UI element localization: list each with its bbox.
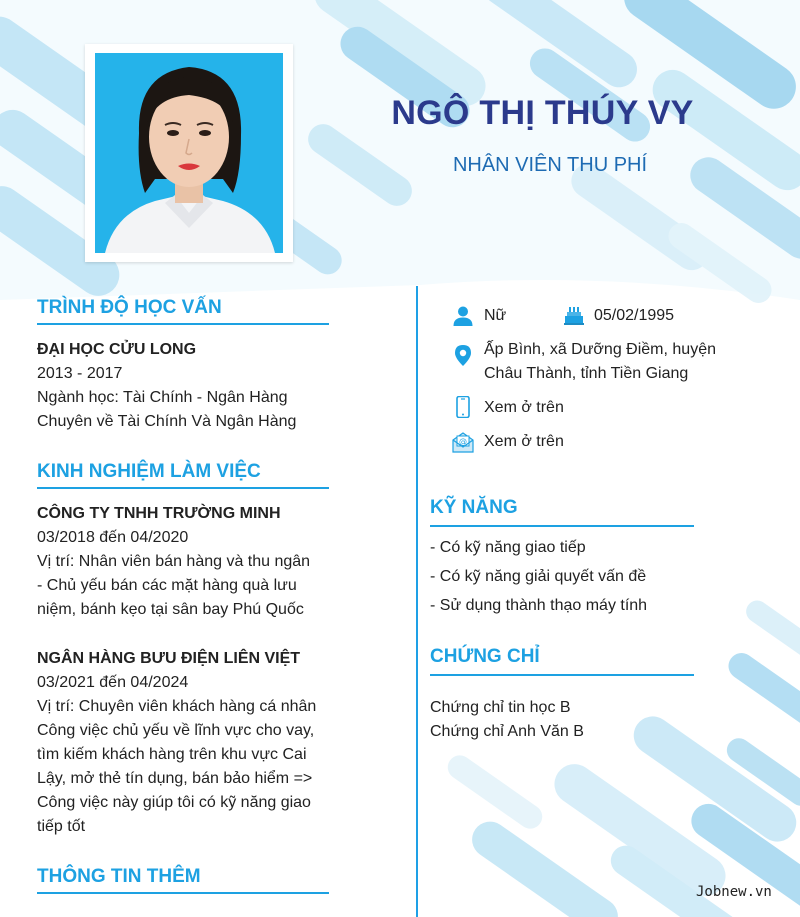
contact-gender: Nữ (484, 307, 507, 324)
cake-icon (563, 304, 585, 326)
contact-phone: Xem ở trên (484, 399, 564, 416)
section-title-extra-info: THÔNG TIN THÊM (37, 866, 201, 887)
svg-text:@: @ (459, 437, 467, 446)
education-specialization: Chuyên về Tài Chính Và Ngân Hàng (37, 413, 297, 430)
profile-photo (95, 53, 283, 253)
job-description-line: Vị trí: Chuyên viên khách hàng cá nhân (37, 698, 317, 715)
section-title-skills: KỸ NĂNG (430, 497, 518, 518)
column-divider (416, 286, 418, 917)
contact-birthday: 05/02/1995 (594, 307, 675, 324)
email-icon (452, 431, 474, 453)
phone-icon (452, 396, 474, 418)
location-pin-icon (452, 344, 474, 366)
job-description-line: tìm kiếm khách hàng trên khu vực Cai (37, 746, 307, 763)
candidate-job-title: NHÂN VIÊN THU PHÍ (452, 154, 648, 176)
contact-address-line1: Ấp Bình, xã Dưỡng Điềm, huyện (484, 341, 716, 358)
job-description-line: Vị trí: Nhân viên bán hàng và thu ngân (37, 553, 311, 570)
job-description-line: Lậy, mở thẻ tín dụng, bán bảo hiểm => (37, 770, 313, 787)
section-title-experience: KINH NGHIỆM LÀM VIỆC (37, 461, 261, 482)
section-underline-certificates (430, 674, 694, 676)
education-major: Ngành học: Tài Chính - Ngân Hàng (37, 389, 288, 406)
job-description-line: Công việc chủ yếu về lĩnh vực cho vay, (37, 722, 315, 739)
job-period: 03/2021 đến 04/2024 (37, 674, 189, 691)
job-description-line: - Chủ yếu bán các mặt hàng quà lưu (37, 577, 297, 594)
profile-portrait-illustration (95, 53, 283, 253)
section-underline-experience (37, 487, 329, 489)
candidate-name: NGÔ THỊ THÚY VY (391, 94, 694, 132)
job-description-line: niệm, bánh kẹo tại sân bay Phú Quốc (37, 601, 304, 618)
skill-item: - Có kỹ năng giải quyết vấn đề (430, 568, 647, 585)
job-description-line: Công việc này giúp tôi có kỹ năng giao (37, 794, 311, 811)
section-title-certificates: CHỨNG CHỈ (430, 646, 540, 667)
section-underline-extra-info (37, 892, 329, 894)
job-description-line: tiếp tốt (37, 818, 86, 835)
job-company: NGÂN HÀNG BƯU ĐIỆN LIÊN VIỆT (37, 650, 301, 667)
job-period: 03/2018 đến 04/2020 (37, 529, 189, 546)
education-school: ĐẠI HỌC CỬU LONG (37, 341, 197, 358)
person-icon (452, 305, 474, 327)
section-underline-education (37, 323, 329, 325)
contact-email: Xem ở trên (484, 433, 564, 450)
contact-address-line2: Châu Thành, tỉnh Tiền Giang (484, 365, 689, 382)
job-company: CÔNG TY TNHH TRƯỜNG MINH (37, 505, 281, 522)
footer-brand: Jobnew.vn (696, 884, 772, 900)
certificate-item: Chứng chỉ tin học B (430, 699, 571, 716)
section-title-education: TRÌNH ĐỘ HỌC VẤN (37, 297, 222, 318)
skill-item: - Sử dụng thành thạo máy tính (430, 597, 648, 614)
education-years: 2013 - 2017 (37, 365, 123, 382)
profile-photo-frame (85, 44, 293, 262)
section-underline-skills (430, 525, 694, 527)
certificate-item: Chứng chỉ Anh Văn B (430, 723, 584, 740)
skill-item: - Có kỹ năng giao tiếp (430, 539, 586, 556)
